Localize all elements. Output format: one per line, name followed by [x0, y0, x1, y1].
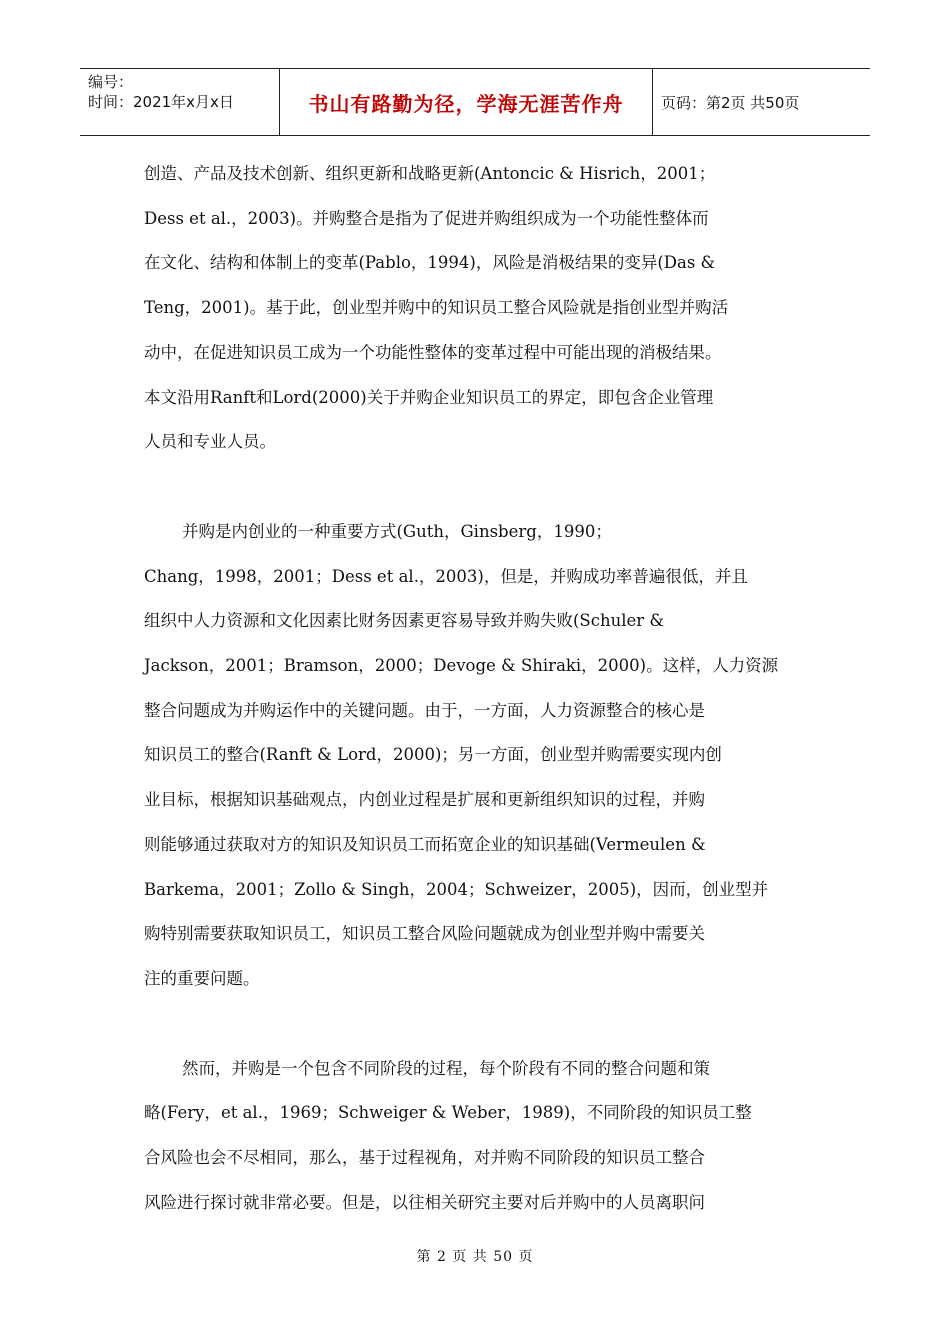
- header-page-info: 页码：第2页 共50页: [661, 93, 800, 112]
- text-line: Dess et al.，2003)。并购整合是指为了促进并购组织成为一个功能性整体而: [144, 208, 709, 228]
- text-line: 风险进行探讨就非常必要。但是，以往相关研究主要对后并购中的人员离职问: [144, 1192, 705, 1212]
- document-body: [144, 152, 806, 1225]
- paragraph-1: [144, 152, 806, 465]
- text-line: 知识员工的整合(Ranft & Lord，2000)；另一方面，创业型并购需要实现内创: [144, 745, 722, 765]
- text-line: Barkema，2001；Zollo & Singh，2004；Schweizer，2005)，因而，创业型并: [144, 879, 769, 899]
- text-line: Jackson，2001；Bramson，2000；Devoge & Shiraki，2000)。这样，人力资源: [144, 656, 779, 676]
- text-line: 然而，并购是一个包含不同阶段的过程，每个阶段有不同的整合问题和策: [182, 1058, 710, 1078]
- paragraph-3: [144, 1047, 806, 1226]
- text-line: 组织中人力资源和文化因素比财务因素更容易导致并购失败(Schuler &: [144, 611, 665, 631]
- text-line: 在文化、结构和体制上的变革(Pablo，1994)，风险是消极结果的变异(Das &: [144, 253, 716, 273]
- header-motto-cell: [280, 69, 653, 135]
- text-line: 本文沿用Ranft和Lord(2000)关于并购企业知识员工的界定，即包含企业管理: [144, 387, 714, 407]
- document-number-label: 编号：: [88, 73, 134, 91]
- text-line: 注的重要问题。: [144, 968, 260, 988]
- text-line: 整合问题成为并购运作中的关键问题。由于，一方面，人力资源整合的核心是: [144, 700, 705, 720]
- page-header: [80, 68, 870, 136]
- text-line: Chang，1998，2001；Dess et al.，2003)，但是，并购成功率普遍很低，并且: [144, 566, 748, 586]
- text-line: Teng，2001)。基于此，创业型并购中的知识员工整合风险就是指创业型并购活: [144, 298, 729, 318]
- text-line: 购特别需要获取知识员工，知识员工整合风险问题就成为创业型并购中需要关: [144, 924, 705, 944]
- text-line: 人员和专业人员。: [144, 432, 276, 452]
- paragraph-spacer: [144, 1002, 806, 1047]
- header-motto: 书山有路勤为径，学海无涯苦作舟: [308, 91, 624, 116]
- text-line: 并购是内创业的一种重要方式(Guth，Ginsberg，1990；: [182, 521, 612, 541]
- header-page-cell: [653, 69, 870, 135]
- text-line: 则能够通过获取对方的知识及知识员工而拓宽企业的知识基础(Vermeulen &: [144, 834, 706, 854]
- paragraph-spacer: [144, 465, 806, 510]
- text-line: 业目标，根据知识基础观点，内创业过程是扩展和更新组织知识的过程，并购: [144, 790, 705, 810]
- text-line: 动中，在促进知识员工成为一个功能性整体的变革过程中可能出现的消极结果。: [144, 342, 722, 362]
- paragraph-2: [144, 510, 806, 1002]
- text-line: 创造、产品及技术创新、组织更新和战略更新(Antoncic & Hisrich，2001；: [144, 164, 716, 183]
- header-meta-cell: [80, 69, 280, 135]
- document-time-label: 时间：2021年x月x日: [88, 93, 234, 111]
- text-line: 合风险也会不尽相同，那么，基于过程视角，对并购不同阶段的知识员工整合: [144, 1148, 705, 1168]
- page-footer: 第 2 页 共 50 页: [416, 1249, 534, 1265]
- text-line: 略(Fery，et al.，1969；Schweiger & Weber，1989)，不同阶段的知识员工整: [144, 1103, 752, 1123]
